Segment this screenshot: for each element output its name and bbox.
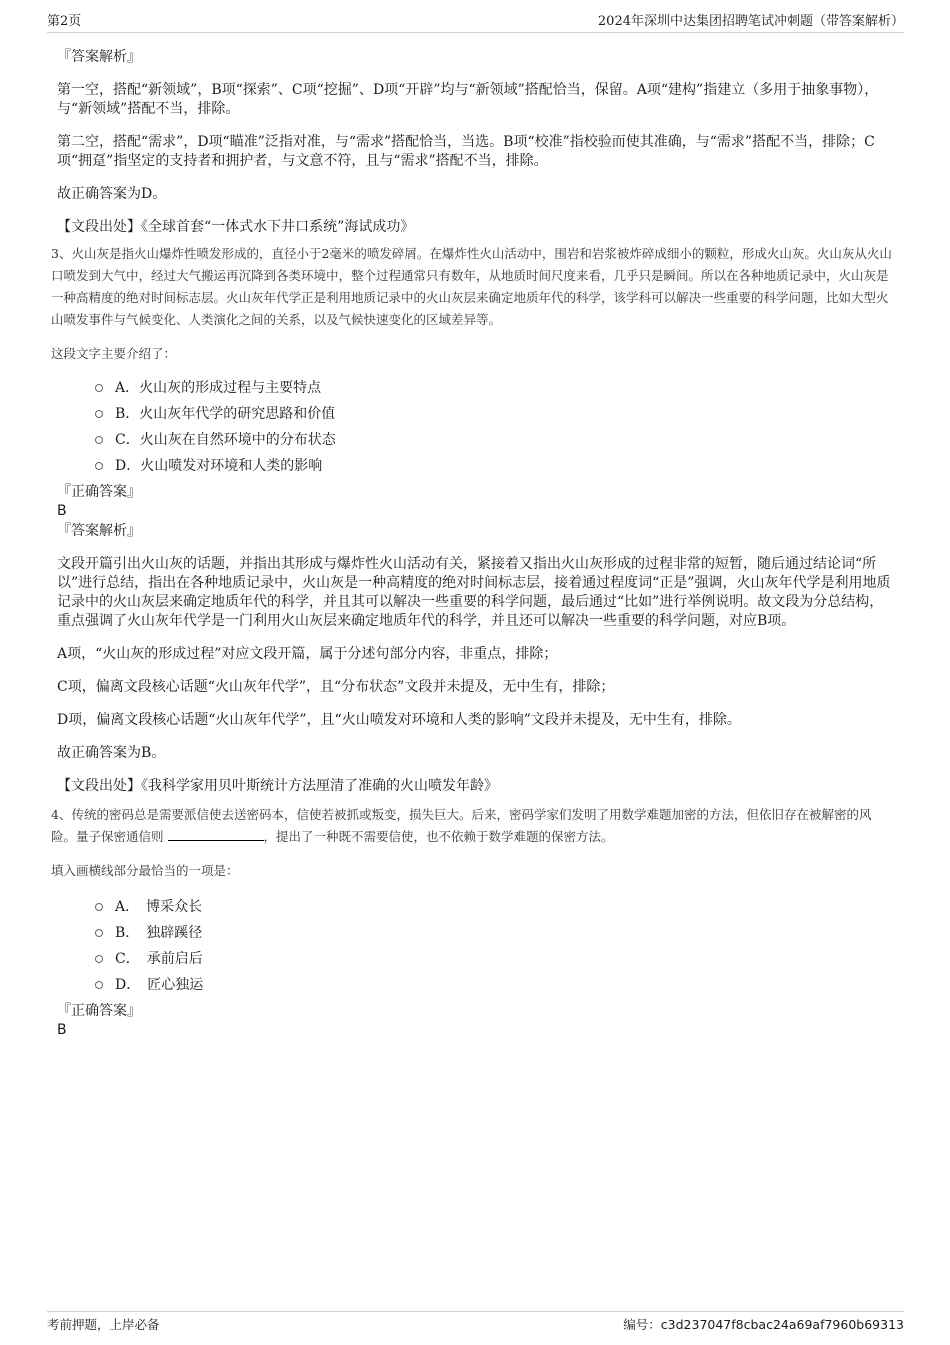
radio-button-icon[interactable]	[95, 981, 103, 989]
correct-answer-label: 『正确答案』	[57, 484, 141, 500]
analysis-paragraph: 第二空，搭配“需求”，D项“瞄准”泛指对准，与“需求”搭配恰当，当选。B项“校准”指校验而使其准确，与“需求”搭配不当，排除；C项“拥趸”指坚定的支持者和拥护者，与文意不符，且与“需求”搭配不当，排除。	[57, 134, 875, 169]
option-label: C． 承前启后	[115, 951, 203, 967]
option-label: B．火山灰年代学的研究思路和价值	[115, 406, 336, 422]
option-label: B． 独辟蹊径	[115, 925, 203, 941]
radio-button-icon[interactable]	[95, 436, 103, 444]
correct-answer: B	[57, 503, 67, 519]
option-label: D． 匠心独运	[115, 977, 204, 993]
option-a[interactable]	[95, 375, 895, 401]
fill-blank	[168, 828, 264, 841]
option-c[interactable]	[95, 427, 895, 453]
analysis-paragraph: C项，偏离文段核心话题“火山灰年代学”，且“分布状态”文段并未提及，无中生有，排除；	[57, 679, 615, 695]
passage-after-blank: ，提出了一种既不需要信使，也不依赖于数学难题的保密方法。	[263, 829, 614, 844]
source-citation: 【文段出处】《我科学家用贝叶斯统计方法厘清了准确的火山喷发年龄》	[57, 778, 498, 794]
correct-answer: B	[57, 1022, 67, 1038]
radio-button-icon[interactable]	[95, 410, 103, 418]
radio-button-icon[interactable]	[95, 384, 103, 392]
question-prompt: 填入画横线部分最恰当的一项是：	[51, 863, 239, 878]
passage-before-blank: 4、传统的密码总是需要派信使去送密码本，信使若被抓或叛变，损失巨大。后来，密码学家们发明了用数学难题加密的方法，但依旧存在被解密的风险。量子保密通信则	[51, 807, 872, 844]
analysis-paragraph: 文段开篇引出火山灰的话题，并指出其形成与爆炸性火山活动有关，紧接着又指出火山灰形成的过程非常的短暂，随后通过结论词“所以”进行总结，指出在各种地质记录中，火山灰是一种高精度的绝对时间标志层，接着通过程度词“正是”强调，火山灰年代学是利用地质记录中的火山灰层来确定地质年代的科学，并且其可以解决一些重要的科学问题，最后通过“比如”进行举例说明。故文段为分总结构，重点强调了火山灰年代学是一门利用火山灰层来确定地质年代的科学，并且还可以解决一些重要的科学问题，对应B项。	[57, 556, 891, 629]
document-code	[623, 1314, 904, 1336]
question-prompt: 这段文字主要介绍了：	[51, 346, 177, 361]
analysis-label: 『答案解析』	[57, 49, 141, 65]
page-number: 第2页	[47, 14, 82, 29]
conclusion: 故正确答案为B。	[57, 745, 166, 761]
option-a[interactable]	[95, 894, 895, 920]
radio-button-icon[interactable]	[95, 955, 103, 963]
radio-button-icon[interactable]	[95, 462, 103, 470]
option-label: A． 博采众长	[115, 899, 203, 915]
option-label: A．火山灰的形成过程与主要特点	[115, 380, 322, 396]
option-label: C．火山灰在自然环境中的分布状态	[115, 432, 336, 448]
page-header	[47, 12, 904, 33]
option-c[interactable]	[95, 946, 895, 972]
conclusion: 故正确答案为D。	[57, 186, 167, 202]
option-list	[95, 375, 895, 479]
option-d[interactable]	[95, 972, 895, 998]
analysis-paragraph: 第一空，搭配“新领域”，B项“探索”、C项“挖掘”、D项“开辟”均与“新领域”搭配恰当，保留。A项“建构”指建立（多用于抽象事物），与“新领域”搭配不当，排除。	[57, 82, 879, 117]
correct-answer-label: 『正确答案』	[57, 1003, 141, 1019]
code-value: c3d237047f8cbac24a69af7960b69313	[660, 1317, 904, 1332]
code-label: 编号：	[623, 1317, 661, 1332]
question-passage: 3、火山灰是指火山爆炸性喷发形成的，直径小于2毫米的喷发碎屑。在爆炸性火山活动中，围岩和岩浆被炸碎成细小的颗粒，形成火山灰。火山灰从火山口喷发到大气中，经过大气搬运再沉降到各类环境中，整个过程通常只有数年，从地质时间尺度来看，几乎只是瞬间。所以在各种地质记录中，火山灰是一种高精度的绝对时间标志层。火山灰年代学正是利用地质记录中的火山灰层来确定地质年代的科学，该学科可以解决一些重要的科学问题，比如大型火山喷发事件与气候变化、人类演化之间的关系，以及气候快速变化的区域差异等。	[51, 246, 892, 327]
option-d[interactable]	[95, 453, 895, 479]
option-label: D．火山喷发对环境和人类的影响	[115, 458, 323, 474]
document-body	[51, 42, 895, 1039]
document-title: 2024年深圳中达集团招聘笔试冲刺题（带答案解析）	[597, 14, 904, 29]
source-citation: 【文段出处】《全球首套“一体式水下井口系统”海试成功》	[57, 219, 415, 235]
radio-button-icon[interactable]	[95, 903, 103, 911]
option-b[interactable]	[95, 920, 895, 946]
question-passage	[51, 804, 895, 848]
analysis-paragraph: A项，“火山灰的形成过程”对应文段开篇，属于分述句部分内容，非重点，排除；	[57, 646, 558, 662]
radio-button-icon[interactable]	[95, 929, 103, 937]
analysis-paragraph: D项，偏离文段核心话题“火山灰年代学”，且“火山喷发对环境和人类的影响”文段并未提及，无中生有，排除。	[57, 712, 741, 728]
footer-slogan: 考前押题，上岸必备	[47, 1317, 160, 1332]
page-footer	[47, 1311, 904, 1334]
analysis-label: 『答案解析』	[57, 523, 141, 539]
option-list	[95, 894, 895, 998]
option-b[interactable]	[95, 401, 895, 427]
